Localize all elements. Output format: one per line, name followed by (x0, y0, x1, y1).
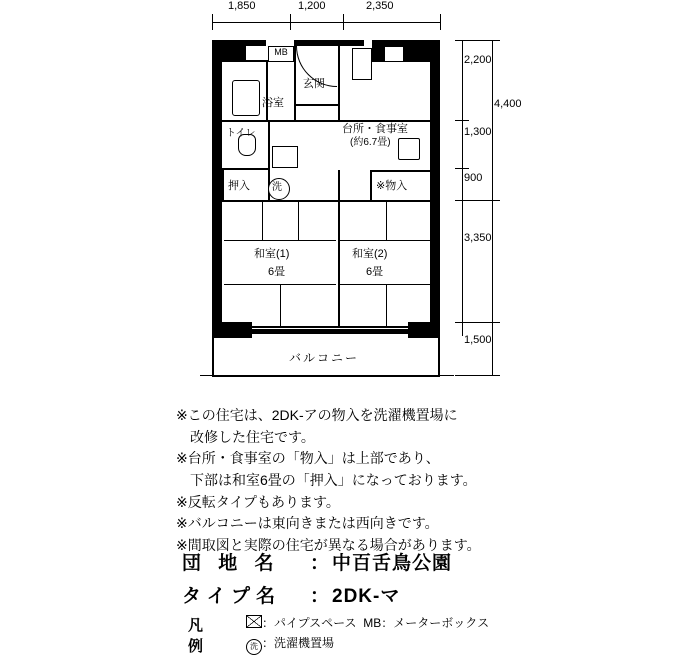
legend-washer: ：洗濯機置場 (262, 636, 335, 650)
room-label-washer: 洗 (272, 182, 282, 193)
type-label: タイプ名 (182, 586, 282, 607)
wall-bottom-right (408, 322, 440, 338)
partition-v-6 (338, 202, 340, 326)
tatami-line (262, 202, 263, 240)
type-colon: ： (310, 586, 331, 607)
right-dim-tick (455, 200, 500, 201)
dim-right-4400: 4,400 (494, 98, 522, 110)
room-label-toilet: トイレ (226, 128, 256, 139)
wall-left (212, 40, 222, 336)
type-row (182, 581, 452, 608)
balcony-side-right (438, 338, 440, 377)
washer-icon: 洗 (246, 639, 262, 655)
room-label-bath: 浴室 (262, 97, 284, 109)
room-label-oshiire: 押入 (228, 180, 250, 192)
pipe-space-icon (246, 615, 262, 628)
balcony-side-left (212, 338, 214, 377)
legend-mb: MB：メーターボックス (363, 616, 490, 630)
partition-h-1 (222, 120, 430, 122)
legend-row-1 (246, 614, 489, 631)
window-line (252, 328, 408, 329)
dim-top-1: 1,850 (228, 0, 256, 12)
kitchen-counter-icon (272, 146, 298, 168)
pipe-space-icon-2 (384, 46, 404, 62)
legend-title: 凡例 (188, 617, 207, 655)
note-line-2: 改修した住宅です。 (190, 428, 315, 445)
right-dim-tick (455, 375, 500, 376)
room-label-washitsu-1-sub: 6畳 (268, 266, 286, 278)
dim-right-900: 900 (464, 172, 483, 184)
dim-top-2: 1,200 (298, 0, 326, 12)
dim-right-2200: 2,200 (464, 54, 492, 66)
notes-block (176, 405, 481, 557)
partition-h-2 (222, 200, 430, 202)
dim-right-1300: 1,300 (464, 126, 492, 138)
partition-h-3 (222, 168, 270, 170)
estate-value: 中百舌鳥公園 (332, 553, 453, 574)
right-dim-tick (455, 322, 500, 323)
estate-row (182, 548, 452, 575)
room-label-storage: ※物入 (376, 180, 408, 192)
legend-row-2 (246, 634, 334, 655)
type-value: 2DK-マ (332, 586, 401, 607)
tatami-line (340, 284, 430, 285)
top-dim-line (212, 22, 440, 23)
partition-h-5 (296, 104, 338, 106)
pipe-space-icon (352, 48, 372, 80)
wall-right (430, 40, 440, 336)
room-label-kitchen: 台所・食事室 (342, 123, 408, 135)
partition-h-4 (222, 60, 268, 62)
legend-pipe-space: ：パイプスペース (262, 616, 357, 630)
room-label-entrance: 玄関 (303, 78, 325, 90)
balcony-outer-line (212, 375, 440, 377)
partition-v-3 (338, 46, 340, 122)
pipe-space-icon-3 (398, 138, 420, 160)
right-dim-line-inner (462, 40, 463, 336)
room-label-kitchen-sub: (約6.7畳) (350, 137, 391, 148)
room-label-washitsu-1: 和室(1) (254, 248, 290, 260)
room-label-washitsu-2: 和室(2) (352, 248, 388, 260)
tatami-line (340, 240, 430, 241)
top-dim-tick (343, 14, 344, 30)
note-line-5: ※反転タイプもあります。 (176, 493, 340, 510)
top-dim-tick (290, 14, 291, 30)
right-dim-line-outer (492, 40, 493, 375)
bathtub-icon (232, 80, 260, 116)
right-dim-tick (455, 40, 500, 41)
room-label-washitsu-2-sub: 6畳 (366, 266, 384, 278)
note-line-3: ※台所・食事室の「物入」は上部であり、 (176, 450, 440, 467)
wall-bottom-left (212, 322, 252, 338)
note-line-7: ※間取図と実際の住宅が異なる場合があります。 (176, 537, 481, 554)
tatami-line (280, 284, 281, 326)
right-dim-tick (455, 168, 469, 169)
note-line-1: ※この住宅は、2DK-アの物入を洗濯機置場に (176, 407, 458, 423)
partition-v-7 (370, 170, 372, 202)
balcony-edge-right (440, 375, 454, 376)
wall-top (246, 40, 266, 46)
balcony-edge-left (200, 375, 212, 376)
room-label-mb: MB (268, 46, 294, 62)
partition-h-6 (370, 170, 430, 172)
tatami-line (298, 202, 299, 240)
partition-v-8 (222, 170, 224, 202)
estate-label: 団 地 名 (182, 553, 280, 574)
right-dim-tick (455, 120, 469, 121)
dim-right-1500: 1,500 (464, 334, 492, 346)
dim-right-3350: 3,350 (464, 232, 492, 244)
tatami-line (386, 284, 387, 326)
top-dim-tick (212, 14, 213, 30)
note-line-6: ※バルコニーは東向きまたは西向きです。 (176, 515, 439, 532)
dim-top-3: 2,350 (366, 0, 394, 12)
note-line-4: 下部は和室6畳の「押入」になっております。 (190, 472, 477, 489)
estate-colon: ： (310, 553, 331, 574)
partition-v-1 (266, 62, 268, 120)
top-dim-tick (440, 14, 441, 30)
room-label-balcony: バルコニー (289, 351, 360, 365)
tatami-line (386, 202, 387, 240)
tatami-line (224, 240, 336, 241)
partition-v-5 (338, 170, 340, 202)
partition-v-2 (294, 46, 296, 120)
info-block (182, 548, 452, 614)
